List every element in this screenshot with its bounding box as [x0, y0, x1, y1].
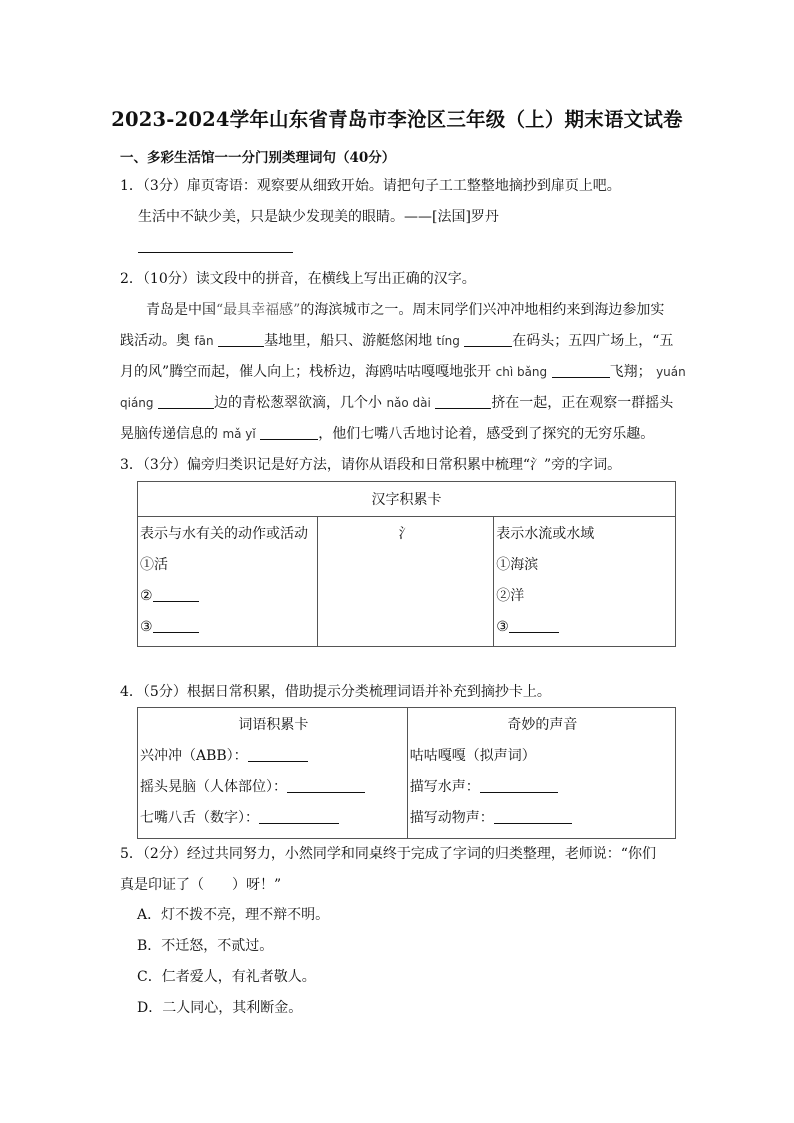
sound-row-1: 咕咕嘎嘎（拟声词） — [409, 748, 536, 764]
q2-line-5 — [120, 424, 654, 444]
sound-row-2 — [408, 772, 675, 803]
q2-text: 践活动。奥 — [120, 333, 190, 349]
word-row-1-blank[interactable] — [248, 747, 308, 762]
q5-option-b[interactable]: B．不迁怒，不贰过。 — [137, 938, 274, 954]
q1-quote: 生活中不缺少美，只是缺少发现美的眼睛。——[法国]罗丹 — [138, 209, 499, 225]
q5-option-a[interactable]: A．灯不拨不亮，理不辩不明。 — [137, 907, 330, 923]
word-row-3-blank[interactable] — [259, 809, 339, 824]
q5-option-c[interactable]: C．仁者爱人，有礼者敬人。 — [137, 969, 316, 985]
pinyin-qiang: qiáng — [120, 396, 154, 410]
blank-chibang[interactable] — [552, 363, 610, 378]
word-row-2 — [138, 772, 407, 803]
q1-stem: 1．（3分）扉页寄语：观察要从细致开始。请把句子工工整整地摘抄到扉页上吧。 — [120, 178, 621, 194]
word-row-3 — [138, 803, 407, 834]
q2-text: 飞翔； — [609, 364, 652, 380]
hanzi-card-middle — [317, 517, 493, 647]
right-item-3-label: ③ — [496, 619, 509, 635]
word-row-1-label: 兴冲冲（ABB）： — [140, 748, 248, 764]
q2-text: 基地里，船只、游艇悠闲地 — [264, 333, 433, 349]
q2-line-4 — [120, 393, 673, 413]
sound-row-2-label: 描写水声： — [409, 779, 480, 795]
q5-stem-line-2: 真是印证了（ ）呀！” — [120, 877, 282, 893]
left-item-1: ①活 — [140, 557, 168, 573]
q5-stem-line-1: 5．（2分）经过共同努力，小然同学和同桌终于完成了字词的归类整理，老师说：“你们 — [120, 846, 656, 862]
sound-row-3-blank[interactable] — [494, 809, 572, 824]
pinyin-tingkao: tíng — [436, 334, 460, 348]
word-card-table — [137, 707, 676, 839]
word-card-left — [138, 708, 408, 839]
pinyin-yuan: yuán — [656, 365, 686, 379]
sound-row-3 — [408, 803, 675, 834]
pinyin-mayi: mǎ yǐ — [222, 427, 256, 441]
hanzi-card-right — [494, 517, 676, 647]
right-item-2: ②洋 — [496, 588, 525, 604]
q2-quote-text: “最具幸福感” — [216, 302, 301, 318]
left-item-2-label: ② — [140, 588, 153, 604]
word-card-title: 词语积累卡 — [238, 717, 309, 733]
pinyin-naodai: nǎo dài — [386, 396, 431, 410]
q2-stem: 2．（10分）读文段中的拼音，在横线上写出正确的汉字。 — [120, 271, 476, 287]
left-item-3-label: ③ — [140, 619, 153, 635]
hanzi-card-left — [138, 517, 318, 647]
word-row-3-label: 七嘴八舌（数字）： — [140, 810, 259, 826]
left-item-2-blank[interactable] — [153, 587, 199, 602]
right-item-3-blank[interactable] — [509, 618, 559, 633]
left-header: 表示与水有关的动作或活动 — [140, 526, 308, 542]
q1-answer-line[interactable] — [138, 252, 293, 253]
sound-card-title: 奇妙的声音 — [507, 717, 578, 733]
hanzi-card-table — [137, 481, 676, 647]
q2-text: 晃脑传递信息的 — [120, 426, 218, 442]
section-heading: 一、多彩生活馆一一分门别类理词句（40分） — [120, 150, 396, 166]
q4-stem: 4．（5分）根据日常积累，借助提示分类梳理词语并补充到摘抄卡上。 — [120, 684, 551, 700]
q2-line-3 — [120, 362, 686, 382]
left-item-2 — [138, 581, 317, 612]
right-item-3 — [494, 612, 675, 643]
hanzi-card-title: 汉字积累卡 — [138, 482, 676, 517]
word-row-2-blank[interactable] — [287, 778, 365, 793]
radical-label: 氵 — [398, 526, 413, 542]
exam-title: 2023-2024学年山东省青岛市李沧区三年级（上）期末语文试卷 — [111, 108, 683, 131]
q3-stem: 3．（3分）偏旁归类识记是好方法，请你从语段和日常积累中梳理“氵”旁的字词。 — [120, 457, 622, 473]
left-item-3-blank[interactable] — [153, 618, 199, 633]
sound-card-right — [407, 708, 675, 839]
right-header: 表示水流或水域 — [496, 526, 595, 542]
pinyin-aofan: fān — [194, 334, 214, 348]
sound-row-2-blank[interactable] — [480, 778, 558, 793]
right-item-1: ①海滨 — [496, 557, 539, 573]
blank-mayi[interactable] — [260, 425, 318, 440]
sound-row-3-label: 描写动物声： — [409, 810, 494, 826]
q2-text: 月的风”腾空而起，催人向上；栈桥边，海鸥咕咕嘎嘎地张开 — [120, 364, 492, 380]
word-row-2-label: 摇头晃脑（人体部位）： — [140, 779, 287, 795]
q2-text: 边的青松葱翠欲滴，几个小 — [213, 395, 382, 411]
q5-option-d[interactable]: D．二人同心，其利断金。 — [137, 1000, 303, 1016]
q2-text: 的海滨城市之一。周末同学们兴冲冲地相约来到海边参加实 — [300, 302, 665, 318]
blank-aofan[interactable] — [218, 332, 264, 347]
word-row-1 — [138, 741, 407, 772]
blank-tingkao[interactable] — [464, 332, 512, 347]
q2-line-2 — [120, 331, 673, 351]
blank-yuanqiang[interactable] — [158, 394, 214, 409]
q2-text: 青岛是中国 — [146, 302, 216, 318]
q2-text: 在码头；五四广场上，“五 — [512, 333, 674, 349]
q2-line-1 — [146, 300, 664, 320]
blank-naodai[interactable] — [435, 394, 491, 409]
left-item-3 — [138, 612, 317, 643]
q2-text: 挤在一起，正在观察一群摇头 — [491, 395, 674, 411]
pinyin-chibang: chì bǎng — [495, 365, 548, 379]
q2-text: ，他们七嘴八舌地讨论着，感受到了探究的无穷乐趣。 — [318, 426, 655, 442]
